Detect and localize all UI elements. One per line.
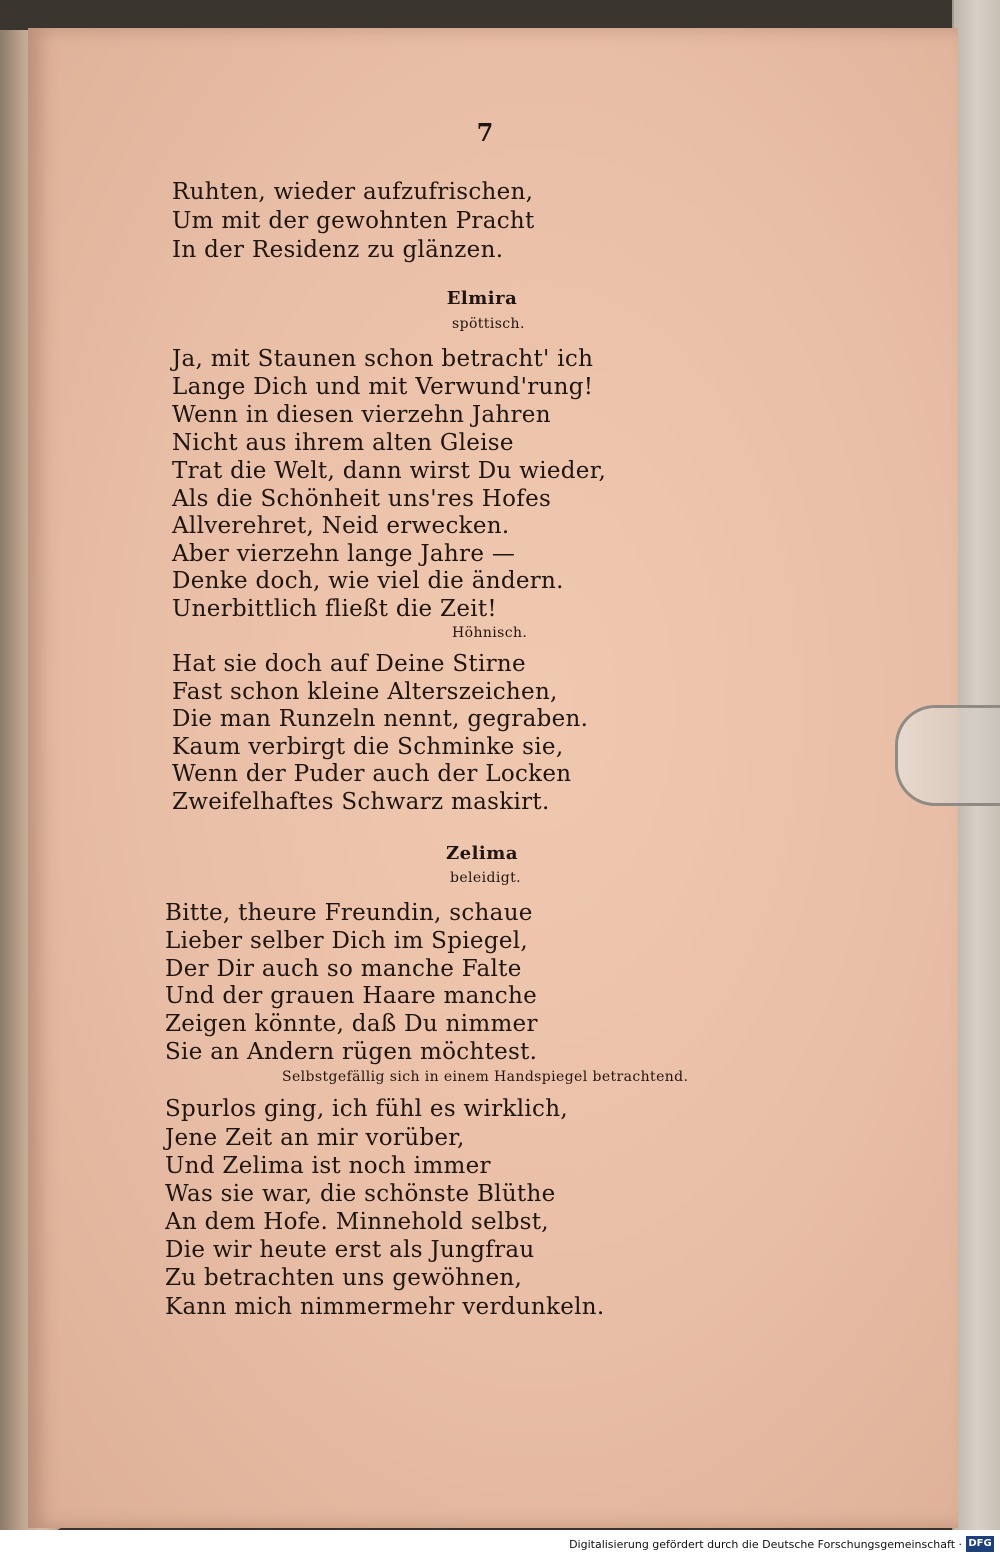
- verse-line: Bitte, theure Freundin, schaue: [165, 900, 533, 926]
- verse-line: Ja, mit Staunen schon betracht' ich: [172, 346, 594, 372]
- verse-line: Die man Runzeln nennt, gegraben.: [172, 706, 589, 732]
- verse-line: Denke doch, wie viel die ändern.: [172, 568, 564, 594]
- verse-line: Kaum verbirgt die Schminke sie,: [172, 734, 564, 760]
- verse-line: Ruhten, wieder aufzufrischen,: [172, 179, 534, 205]
- verse-line: Trat die Welt, dann wirst Du wieder,: [172, 458, 607, 484]
- verse-line: Sie an Andern rügen möchtest.: [165, 1039, 538, 1065]
- verse-line: Aber vierzehn lange Jahre —: [172, 541, 516, 567]
- verse-line: Um mit der gewohnten Pracht: [172, 208, 535, 234]
- verse-line: Unerbittlich fließt die Zeit!: [172, 596, 497, 622]
- page-number: 7: [476, 118, 494, 147]
- verse-line: Nicht aus ihrem alten Gleise: [172, 430, 514, 456]
- verse-line: Zeigen könnte, daß Du nimmer: [165, 1011, 538, 1037]
- verse-line: Jene Zeit an mir vorüber,: [165, 1125, 465, 1151]
- verse-line: An dem Hofe. Minnehold selbst,: [165, 1209, 549, 1235]
- verse-line: Lieber selber Dich im Spiegel,: [165, 928, 529, 954]
- verse-line: Hat sie doch auf Deine Stirne: [172, 651, 526, 677]
- verse-line: Wenn in diesen vierzehn Jahren: [172, 402, 551, 428]
- stage-direction: Höhnisch.: [452, 625, 528, 641]
- verse-line: Fast schon kleine Alterszeichen,: [172, 679, 558, 705]
- verse-line: In der Residenz zu glänzen.: [172, 237, 504, 263]
- verse-line: Lange Dich und mit Verwund'rung!: [172, 374, 594, 400]
- verse-line: Zu betrachten uns gewöhnen,: [165, 1265, 523, 1291]
- verse-line: Was sie war, die schönste Blüthe: [165, 1181, 556, 1207]
- verse-line: Und der grauen Haare manche: [165, 983, 537, 1009]
- verse-line: Allverehret, Neid erwecken.: [172, 513, 510, 539]
- verse-line: Kann mich nimmermehr verdunkeln.: [165, 1294, 605, 1320]
- verse-line: Als die Schönheit uns'res Hofes: [172, 486, 552, 512]
- speaker-name: Zelima: [446, 843, 518, 864]
- speaker-name: Elmira: [446, 288, 518, 309]
- verse-line: Zweifelhaftes Schwarz maskirt.: [172, 789, 550, 815]
- stage-direction: beleidigt.: [450, 870, 521, 886]
- verse-line: Und Zelima ist noch immer: [165, 1153, 491, 1179]
- funding-credit: Digitalisierung gefördert durch die Deutsche Forschungsgemeinschaft ·: [569, 1538, 962, 1551]
- stage-direction: spöttisch.: [452, 316, 525, 332]
- verse-line: Der Dir auch so manche Falte: [165, 956, 522, 982]
- footer-bar: [0, 1530, 1000, 1556]
- verse-line: Die wir heute erst als Jungfrau: [165, 1237, 535, 1263]
- dfg-logo: DFG: [966, 1536, 994, 1552]
- verse-line: Wenn der Puder auch der Locken: [172, 761, 572, 787]
- stage-direction: Selbstgefällig sich in einem Handspiegel betrachtend.: [282, 1069, 689, 1085]
- verse-line: Spurlos ging, ich fühl es wirklich,: [165, 1096, 568, 1122]
